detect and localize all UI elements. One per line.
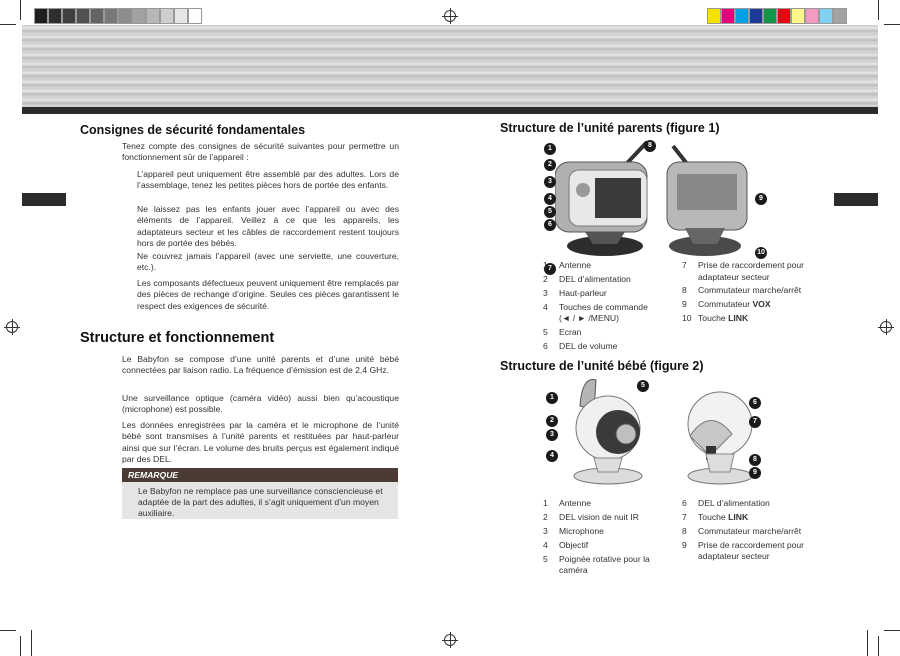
legend-row	[543, 498, 683, 510]
registration-mark-top-icon	[444, 10, 456, 22]
safety-item: L’appareil peut uniquement être assemblé par des adultes. Lors de l’assemblage, tenez les petites pièces hors de portée des enfants.	[137, 169, 399, 191]
fig1-callout: 7	[544, 263, 556, 275]
legend-row	[682, 285, 822, 297]
legend-row	[682, 498, 822, 510]
structure-title: Structure et fonctionnement	[80, 330, 275, 346]
right-page-tab	[834, 193, 878, 206]
crop-mark	[878, 636, 879, 656]
legend-row	[543, 554, 683, 577]
legend-row	[682, 313, 822, 325]
color-swatch	[62, 8, 76, 24]
color-swatch	[76, 8, 90, 24]
color-swatch	[749, 8, 763, 24]
registration-mark-bottom-icon	[444, 634, 456, 646]
safety-intro: Tenez compte des consignes de sécurité suivantes pour permettre un fonctionnement sûr de l’appareil :	[122, 141, 399, 163]
structure-paragraph: Le Babyfon se compose d’une unité parents et d’une unité bébé connectées par liaison radio. La fréquence d’émission est de 2,4 GHz.	[122, 354, 399, 376]
legend-row	[543, 512, 683, 524]
registration-mark-right-icon	[880, 321, 892, 333]
structure-paragraph: Les données enregistrées par la caméra et le microphone de l’unité bébé sont transmises à l’unité parents et restituées par haut-parleur ainsi que sur l’écran. Le volume des bruits perçus est également indiqué par des DEL.	[122, 420, 399, 465]
color-swatch	[104, 8, 118, 24]
fig2-legend-col1	[543, 498, 683, 579]
parent-unit-figure	[555, 140, 775, 260]
structure-paragraph: Une surveillance optique (caméra vidéo) aussi bien qu’acoustique (microphone) est possible.	[122, 393, 399, 415]
safety-item: Ne laissez pas les enfants jouer avec l’appareil ou avec des éléments de l’appareil. Veillez à ce que les appareils, les adaptateurs secteur et les câbles de raccordement restent toujours hors de portée des bébés.	[137, 204, 399, 249]
color-swatch	[721, 8, 735, 24]
legend-num: 3	[543, 525, 548, 536]
legend-bold: LINK	[728, 313, 749, 324]
color-swatch	[174, 8, 188, 24]
legend-num: 2	[543, 273, 548, 284]
color-swatch	[90, 8, 104, 24]
legend-row	[543, 327, 683, 339]
legend-num: 8	[682, 285, 687, 296]
legend-text: Touche	[698, 511, 729, 522]
crop-mark	[0, 24, 16, 25]
color-swatch	[146, 8, 160, 24]
fig2-legend-col2	[682, 498, 822, 565]
legend-text: DEL de volume	[559, 341, 618, 352]
legend-bold: VOX	[752, 299, 771, 310]
legend-text: DEL d’alimentation	[559, 273, 631, 284]
legend-text: Touche	[698, 313, 729, 324]
legend-text: adaptateur secteur	[698, 551, 770, 562]
legend-text: Touches de commande	[559, 301, 648, 312]
legend-row	[682, 512, 822, 524]
fig1-title: Structure de l’unité parents (figure 1)	[500, 121, 720, 135]
legend-num: 9	[682, 539, 687, 550]
legend-text: Commutateur marche/arrêt	[698, 285, 802, 296]
legend-num: 7	[682, 260, 687, 270]
cmyk-color-bar	[707, 8, 847, 24]
gray-color-bar	[34, 8, 202, 24]
registration-mark-left-icon	[6, 321, 18, 333]
crop-mark	[867, 630, 868, 656]
legend-num: 4	[543, 539, 548, 550]
legend-text: DEL d’alimentation	[698, 498, 770, 508]
legend-num: 6	[543, 341, 548, 352]
legend-num: 10	[682, 313, 692, 324]
legend-text: Antenne	[559, 260, 592, 270]
legend-row	[682, 299, 822, 311]
legend-text: Haut-parleur	[559, 287, 607, 298]
fig1-callout: 8	[644, 140, 656, 152]
legend-row	[682, 540, 822, 563]
legend-text: (◄ / ► /MENU)	[559, 313, 619, 324]
color-swatch	[791, 8, 805, 24]
legend-row	[682, 260, 822, 283]
legend-row	[543, 288, 683, 300]
legend-num: 9	[682, 299, 687, 310]
legend-row	[543, 540, 683, 552]
fig2-callout: 3	[546, 429, 558, 441]
legend-text: DEL vision de nuit IR	[559, 511, 639, 522]
fig1-callout: 3	[544, 176, 556, 188]
crop-mark	[20, 636, 21, 656]
color-swatch	[805, 8, 819, 24]
fig1-callout: 9	[755, 193, 767, 205]
fig1-callout: 5	[544, 206, 556, 218]
color-swatch	[819, 8, 833, 24]
safety-item: Ne couvrez jamais l’appareil (avec une serviette, une couverture, etc.).	[137, 251, 399, 273]
fig2-callout: 2	[546, 415, 558, 427]
fig1-callout: 4	[544, 193, 556, 205]
legend-num: 5	[543, 553, 548, 564]
fig1-callout: 2	[544, 159, 556, 171]
legend-text: caméra	[559, 565, 588, 576]
legend-num: 1	[543, 498, 548, 508]
fig2-callout: 5	[637, 380, 649, 392]
fig1-callout: 10	[755, 247, 767, 259]
legend-text: Prise de raccordement pour	[698, 260, 805, 270]
fig1-callout: 6	[544, 219, 556, 231]
fig2-callout: 4	[546, 450, 558, 462]
color-swatch	[48, 8, 62, 24]
header-band	[22, 25, 878, 107]
fig2-callout: 7	[749, 416, 761, 428]
legend-text: adaptateur secteur	[698, 271, 770, 282]
legend-num: 6	[682, 498, 687, 508]
color-swatch	[160, 8, 174, 24]
safety-item: Les composants défectueux peuvent uniquement être remplacés par des pièces de rechange d’origine. Seules ces pièces garantissent le respect des exigences de sécurité.	[137, 278, 399, 311]
crop-mark	[884, 24, 900, 25]
fig2-callout: 9	[749, 467, 761, 479]
color-swatch	[763, 8, 777, 24]
legend-row	[543, 526, 683, 538]
safety-title: Consignes de sécurité fondamentales	[80, 123, 306, 137]
legend-row	[543, 302, 683, 325]
color-swatch	[707, 8, 721, 24]
left-page-tab	[22, 193, 66, 206]
fig2-callout: 1	[546, 392, 558, 404]
legend-text: Commutateur marche/arrêt	[698, 525, 802, 536]
legend-row	[682, 526, 822, 538]
legend-text: Antenne	[559, 498, 592, 508]
legend-text: Microphone	[559, 525, 604, 536]
legend-row	[543, 260, 683, 272]
note-header: REMARQUE	[122, 468, 398, 482]
legend-num: 4	[543, 301, 548, 312]
color-swatch	[833, 8, 847, 24]
fig2-callout: 6	[749, 397, 761, 409]
legend-num: 5	[543, 327, 548, 338]
color-swatch	[118, 8, 132, 24]
header-band-rule	[22, 107, 878, 114]
legend-row	[543, 341, 683, 353]
crop-mark	[878, 0, 879, 20]
fig2-callout: 8	[749, 454, 761, 466]
color-swatch	[777, 8, 791, 24]
color-swatch	[132, 8, 146, 24]
color-swatch	[188, 8, 202, 24]
crop-mark	[31, 630, 32, 656]
legend-num: 3	[543, 287, 548, 298]
crop-mark	[0, 630, 16, 631]
legend-num: 1	[543, 260, 548, 270]
legend-text: Poignée rotative pour la	[559, 553, 650, 564]
crop-mark	[20, 0, 21, 20]
legend-num: 2	[543, 511, 548, 522]
note-body: Le Babyfon ne remplace pas une surveillance consciencieuse et adaptée de la part des adultes, il s’agit uniquement d’un moyen auxiliaire.	[122, 482, 398, 519]
legend-bold: LINK	[728, 511, 749, 522]
legend-num: 8	[682, 525, 687, 536]
legend-row	[543, 274, 683, 286]
color-swatch	[735, 8, 749, 24]
fig1-legend-col2	[682, 260, 822, 327]
fig2-title: Structure de l’unité bébé (figure 2)	[500, 359, 704, 373]
legend-text: Objectif	[559, 539, 589, 550]
legend-num: 7	[682, 511, 687, 522]
crop-mark	[884, 630, 900, 631]
fig1-callout: 1	[544, 143, 556, 155]
legend-text: Ecran	[559, 327, 582, 338]
color-swatch	[34, 8, 48, 24]
legend-text: Prise de raccordement pour	[698, 539, 805, 550]
baby-unit-figure	[560, 376, 760, 486]
fig1-legend-col1	[543, 260, 683, 355]
legend-text: Commutateur	[698, 299, 753, 310]
